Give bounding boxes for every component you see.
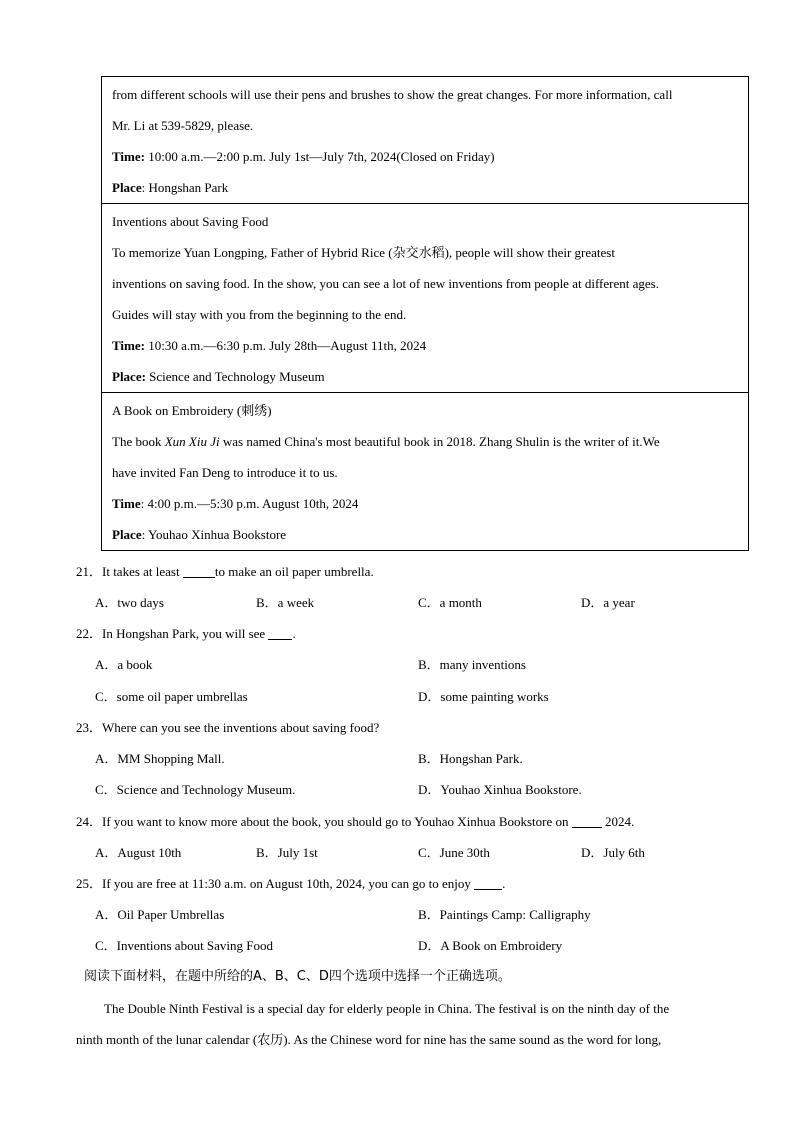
option-a: A．a book: [95, 657, 153, 672]
option-a: A．Oil Paper Umbrellas: [95, 907, 225, 922]
place-label: Place:: [112, 369, 146, 384]
place-label: Place: [112, 527, 142, 542]
question-text: 25．If you are free at 11:30 a.m. on August 10th, 2024, you can go to enjoy: [76, 876, 475, 891]
answer-blank: [268, 625, 292, 640]
question-text: 2024.: [601, 814, 635, 829]
question-21: [76, 556, 374, 587]
place-value: : Youhao Xinhua Bookstore: [141, 527, 287, 542]
place-value: Science and Technology Museum: [145, 369, 325, 384]
option-c: C．a month: [418, 595, 482, 610]
notice-text: Mr. Li at 539-5829, please.: [112, 118, 254, 133]
notice-place: [112, 361, 738, 392]
option-d: D．some painting works: [418, 689, 549, 704]
place-label: Place: [112, 180, 142, 195]
question-text: .: [502, 876, 506, 891]
passage-line: ninth month of the lunar calendar (农历). As the Chinese word for nine has the same sound as the word for long,: [76, 1032, 662, 1047]
notice-inventions: [102, 204, 748, 393]
option-c: C．some oil paper umbrellas: [95, 689, 248, 704]
notice-book: [102, 393, 748, 551]
text-part: was named China's most beautiful book in 2018. Zhang Shulin is the writer of it.We: [219, 434, 660, 449]
notice-place: [112, 519, 738, 550]
question-text: .: [292, 626, 296, 641]
question-22: [76, 618, 296, 649]
section-instruction: 阅读下面材料，在题中所给的A、B、C、D四个选项中选择一个正确选项。: [84, 969, 511, 984]
option-b: B．a week: [256, 595, 315, 610]
notice-text: [112, 426, 738, 457]
option-b: B．many inventions: [418, 657, 526, 672]
option-c: C．June 30th: [418, 845, 490, 860]
question-text: 24．If you want to know more about the book, you should go to Youhao Xinhua Bookstore on: [76, 814, 572, 829]
option-b: B．Hongshan Park.: [418, 751, 523, 766]
time-value: 10:30 a.m.—6:30 p.m. July 28th—August 11th, 2024: [144, 338, 427, 353]
answer-blank: [474, 875, 502, 890]
question-text: 21．It takes at least: [76, 564, 183, 579]
question-23: 23．Where can you see the inventions about saving food?: [76, 720, 380, 735]
notice-time: [112, 141, 738, 172]
option-a: A．MM Shopping Mall.: [95, 751, 225, 766]
notice-text: Guides will stay with you from the beginning to the end.: [112, 307, 407, 322]
notice-title: A Book on Embroidery (刺绣): [112, 403, 272, 418]
option-b: B．July 1st: [256, 845, 318, 860]
option-b: B．Paintings Camp: Calligraphy: [418, 907, 591, 922]
question-24: [76, 806, 634, 837]
option-d: D．July 6th: [581, 845, 645, 860]
book-title: Xun Xiu Ji: [164, 434, 220, 449]
answer-blank: [572, 813, 602, 828]
answer-blank: [183, 563, 215, 578]
option-d: D．A Book on Embroidery: [418, 938, 563, 953]
time-value: : 4:00 p.m.—5:30 p.m. August 10th, 2024: [140, 496, 359, 511]
option-d: D．a year: [581, 595, 635, 610]
time-label: Time:: [112, 149, 145, 164]
question-text: to make an oil paper umbrella.: [214, 564, 374, 579]
notice-table: [101, 76, 749, 551]
notice-text: have invited Fan Deng to introduce it to us.: [112, 465, 338, 480]
text-part: The book: [112, 434, 165, 449]
option-a: A．two days: [95, 595, 164, 610]
question-25: [76, 868, 505, 899]
place-value: : Hongshan Park: [141, 180, 229, 195]
notice-title: Inventions about Saving Food: [112, 214, 269, 229]
time-label: Time: [112, 496, 141, 511]
reading-passage: [76, 993, 746, 1055]
option-a: A．August 10th: [95, 845, 182, 860]
time-value: 10:00 a.m.—2:00 p.m. July 1st—July 7th, 2024(Closed on Friday): [144, 149, 495, 164]
notice-time: [112, 330, 738, 361]
option-d: D．Youhao Xinhua Bookstore.: [418, 782, 582, 797]
option-c: C．Inventions about Saving Food: [95, 938, 274, 953]
passage-line: The Double Ninth Festival is a special day for elderly people in China. The festival is on the ninth day of the: [104, 1001, 670, 1016]
notice-text: To memorize Yuan Longping, Father of Hybrid Rice (杂交水稻), people will show their greatest: [112, 245, 615, 260]
notice-place: [112, 172, 738, 203]
notice-painting: [102, 77, 748, 204]
notice-text: inventions on saving food. In the show, you can see a lot of new inventions from people at different ages.: [112, 276, 659, 291]
option-c: C．Science and Technology Museum.: [95, 782, 296, 797]
time-label: Time:: [112, 338, 145, 353]
notice-text: from different schools will use their pens and brushes to show the great changes. For more information, call: [112, 87, 673, 102]
notice-time: [112, 488, 738, 519]
question-text: 22．In Hongshan Park, you will see: [76, 626, 269, 641]
